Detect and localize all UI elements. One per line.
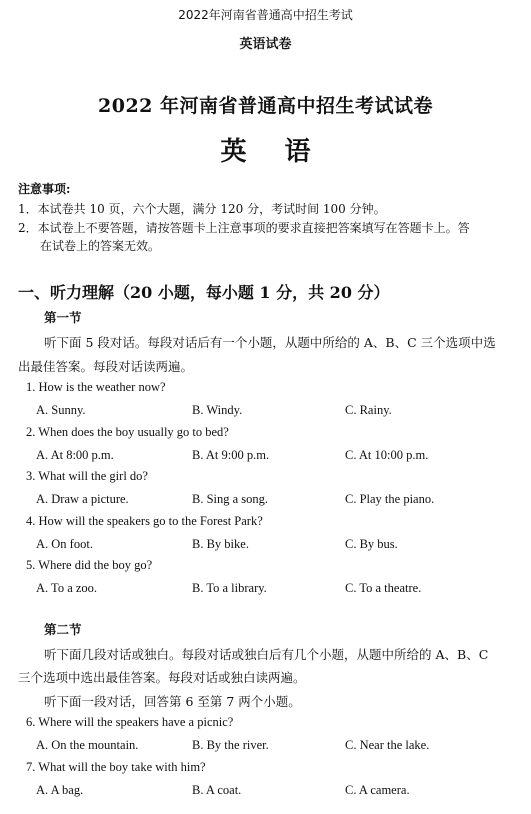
question-2: 2. When does the boy usually go to bed? bbox=[26, 425, 229, 439]
q5-option-a: A. To a zoo. bbox=[36, 581, 98, 595]
q4-option-b: B. By bike. bbox=[192, 537, 249, 551]
q7-option-a: A. A bag. bbox=[36, 783, 84, 797]
part2-label: 第二节 bbox=[44, 622, 82, 637]
part1-label: 第一节 bbox=[44, 310, 82, 325]
q3-option-b: B. Sing a song. bbox=[192, 492, 269, 506]
q1-option-a: A. Sunny. bbox=[36, 403, 86, 417]
document-header: 2022年河南省普通高中招生考试 bbox=[178, 8, 353, 22]
q1-option-b: B. Windy. bbox=[192, 403, 243, 417]
question-3: 3. What will the girl do? bbox=[26, 469, 148, 483]
q2-option-a: A. At 8:00 p.m. bbox=[36, 448, 114, 462]
q5-option-b: B. To a library. bbox=[192, 581, 267, 595]
part1-instruction-line2: 出最佳答案。每段对话读两遍。 bbox=[18, 359, 194, 374]
q5-option-c: C. To a theatre. bbox=[345, 581, 422, 595]
part2-instruction-line1: 听下面几段对话或独白。每段对话或独白后有几个小题，从题中所给的 A、B、C bbox=[44, 647, 489, 662]
question-7: 7. What will the boy take with him? bbox=[26, 760, 206, 774]
subject-header: 英语试卷 bbox=[239, 37, 292, 52]
part2-instruction-line2: 三个选项中选出最佳答案。每段对话或独白读两遍。 bbox=[18, 670, 306, 685]
note-item-2: 2．本试卷上不要答题，请按答题卡上注意事项的要求直接把答案填写在答题卡上。答 bbox=[18, 221, 470, 235]
q1-option-c: C. Rainy. bbox=[345, 403, 392, 417]
exam-subject: 英语 bbox=[220, 137, 349, 167]
question-1: 1. How is the weather now? bbox=[26, 380, 166, 394]
question-4: 4. How will the speakers go to the Forest Park? bbox=[26, 514, 263, 528]
q2-option-b: B. At 9:00 p.m. bbox=[192, 448, 270, 462]
exam-title: 2022 年河南省普通高中招生考试试卷 bbox=[98, 95, 433, 117]
q2-option-c: C. At 10:00 p.m. bbox=[345, 448, 429, 462]
q6-option-a: A. On the mountain. bbox=[36, 738, 139, 752]
note-item-1: 1．本试卷共 10 页，六个大题，满分 120 分，考试时间 100 分钟。 bbox=[18, 202, 386, 216]
part1-instruction-line1: 听下面 5 段对话。每段对话后有一个小题，从题中所给的 A、B、C 三个选项中选 bbox=[44, 335, 496, 350]
part2-sub-instruction: 听下面一段对话，回答第 6 至第 7 两个小题。 bbox=[44, 694, 301, 709]
notes-heading: 注意事项: bbox=[18, 182, 71, 196]
q3-option-c: C. Play the piano. bbox=[345, 492, 435, 506]
q4-option-c: C. By bus. bbox=[345, 537, 398, 551]
q3-option-a: A. Draw a picture. bbox=[36, 492, 129, 506]
section-heading: 一、听力理解（20 小题，每小题 1 分，共 20 分） bbox=[18, 283, 390, 302]
q4-option-a: A. On foot. bbox=[36, 537, 93, 551]
q7-option-b: B. A coat. bbox=[192, 783, 242, 797]
question-6: 6. Where will the speakers have a picnic? bbox=[26, 715, 234, 729]
note-item-3: 在试卷上的答案无效。 bbox=[40, 239, 161, 253]
q6-option-c: C. Near the lake. bbox=[345, 738, 430, 752]
question-5: 5. Where did the boy go? bbox=[26, 558, 153, 572]
q7-option-c: C. A camera. bbox=[345, 783, 410, 797]
q6-option-b: B. By the river. bbox=[192, 738, 269, 752]
